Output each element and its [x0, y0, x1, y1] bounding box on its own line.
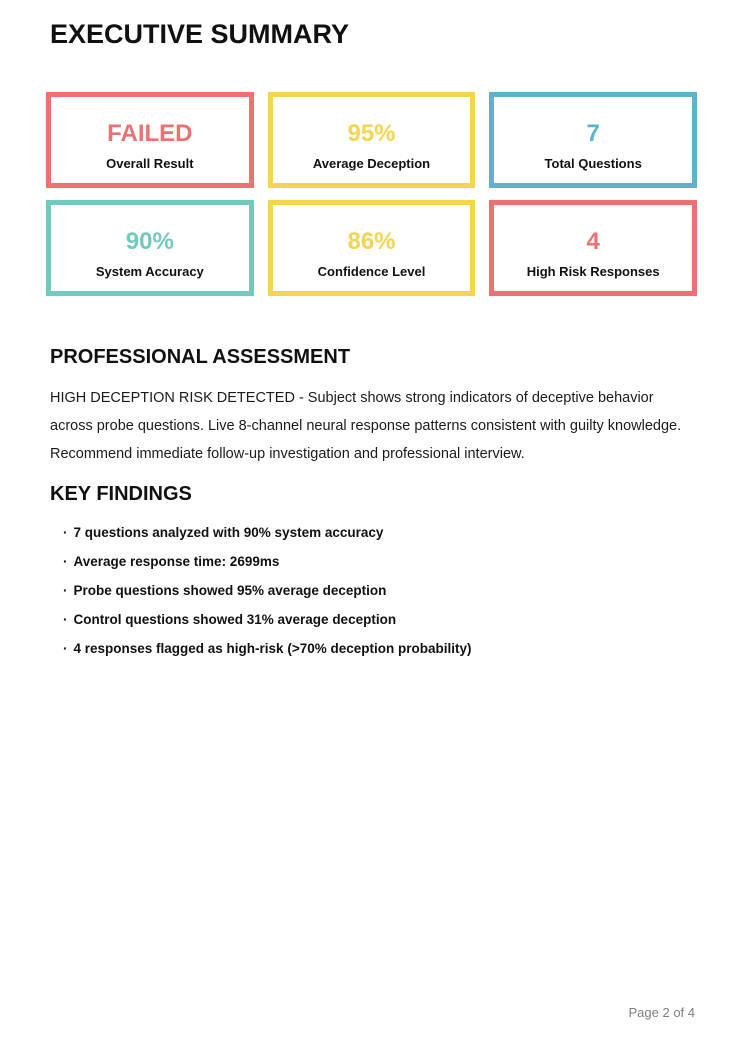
assessment-body: HIGH DECEPTION RISK DETECTED - Subject shows strong indicators of deceptive behavior across probe questions. Live 8-channel neural response patterns consistent with guilty knowledge. Recommend immediate follow-up investigation and professional interview.: [50, 390, 682, 463]
metric-value: 86%: [347, 227, 396, 255]
metric-value: 95%: [347, 119, 396, 147]
metric-label: System Accuracy: [95, 263, 204, 279]
metric-label: Overall Result: [106, 155, 194, 171]
finding-text: 4 responses flagged as high-risk (>70% deception probability): [73, 641, 472, 657]
metric-value: FAILED: [107, 119, 193, 147]
finding-item: [50, 576, 697, 605]
finding-item: [50, 547, 697, 576]
page-title: EXECUTIVE SUMMARY: [50, 19, 350, 49]
bullet-icon: ·: [63, 583, 68, 599]
finding-item: [50, 518, 697, 547]
metric-card: [268, 200, 476, 296]
metric-card: [46, 200, 254, 296]
metric-label: High Risk Responses: [526, 263, 660, 279]
metric-value: 90%: [125, 227, 174, 255]
finding-text: Control questions showed 31% average deception: [73, 612, 397, 628]
page-number: Page 2 of 4: [628, 1005, 695, 1020]
finding-text: 7 questions analyzed with 90% system accuracy: [73, 525, 384, 541]
bullet-icon: ·: [63, 525, 68, 541]
finding-item: [50, 605, 697, 634]
key-findings-list: [50, 518, 697, 663]
summary-cards: [46, 92, 697, 296]
bullet-icon: ·: [63, 554, 68, 570]
report-content: [0, 18, 743, 663]
metric-label: Total Questions: [544, 155, 642, 171]
metric-label: Average Deception: [312, 155, 431, 171]
finding-item: [50, 634, 697, 663]
assessment-heading: PROFESSIONAL ASSESSMENT: [50, 346, 351, 369]
metric-card: [268, 92, 476, 188]
key-findings-heading: KEY FINDINGS: [50, 483, 192, 506]
finding-text: Probe questions showed 95% average deception: [73, 583, 387, 599]
metric-value: 4: [586, 227, 600, 255]
metric-card: [46, 92, 254, 188]
bullet-icon: ·: [63, 641, 68, 657]
metric-value: 7: [586, 119, 600, 147]
bullet-icon: ·: [63, 612, 68, 628]
metric-card: [489, 200, 697, 296]
finding-text: Average response time: 2699ms: [73, 554, 280, 570]
metric-card: [489, 92, 697, 188]
metric-label: Confidence Level: [317, 263, 426, 279]
